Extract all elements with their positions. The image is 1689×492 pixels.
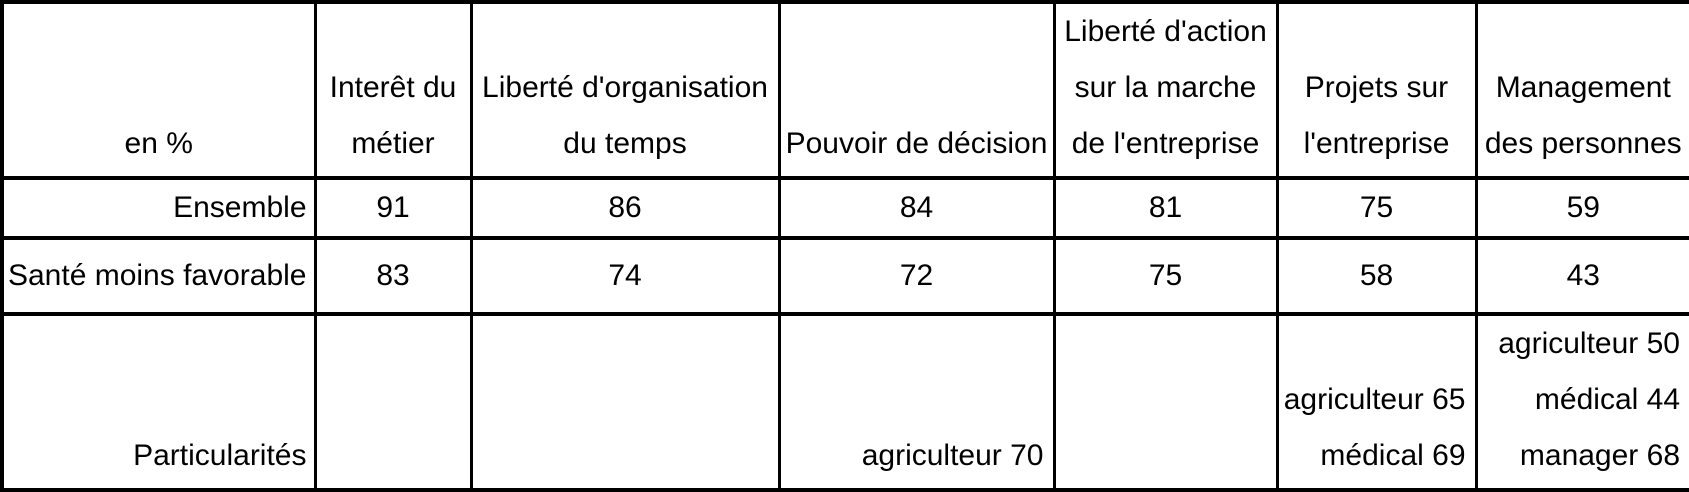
particularite-line: agriculteur 50 xyxy=(1478,316,1681,372)
header-cell-liberte-action xyxy=(1054,2,1277,178)
header-line: Liberté d'action xyxy=(1056,4,1276,60)
unit-label: en % xyxy=(4,116,314,172)
header-line: l'entreprise xyxy=(1279,116,1475,172)
value-cell: 74 xyxy=(471,238,779,314)
particularite-line: médical 44 xyxy=(1478,372,1681,428)
row-label-ensemble: Ensemble xyxy=(2,178,315,238)
header-line: Management xyxy=(1478,60,1689,116)
value-cell: 43 xyxy=(1476,238,1689,314)
particularites-cell-empty xyxy=(315,314,471,490)
row-label-particularites: Particularités xyxy=(2,314,315,490)
header-cell-management-personnes xyxy=(1476,2,1689,178)
header-line: métier xyxy=(317,116,470,172)
header-line: de l'entreprise xyxy=(1056,116,1276,172)
particularite-line: médical 69 xyxy=(1279,428,1466,484)
particularites-cell-projets xyxy=(1277,314,1476,490)
value-cell: 81 xyxy=(1054,178,1277,238)
header-line: des personnes xyxy=(1478,116,1689,172)
header-cell-pouvoir-decision xyxy=(779,2,1054,178)
particularites-cell-empty xyxy=(471,314,779,490)
header-line: Liberté d'organisation xyxy=(473,60,778,116)
particularite-line: manager 68 xyxy=(1478,428,1681,484)
value-cell: 58 xyxy=(1277,238,1476,314)
value-cell: 86 xyxy=(471,178,779,238)
particularites-cell-pouvoir xyxy=(779,314,1054,490)
value-cell: 75 xyxy=(1054,238,1277,314)
unit-label-cell xyxy=(2,2,315,178)
particularite-line: agriculteur 70 xyxy=(781,428,1044,484)
table-row-ensemble xyxy=(2,178,1689,238)
header-cell-interet-metier xyxy=(315,2,471,178)
value-cell: 83 xyxy=(315,238,471,314)
value-cell: 91 xyxy=(315,178,471,238)
value-cell: 75 xyxy=(1277,178,1476,238)
header-row xyxy=(2,2,1689,178)
particularites-cell-empty xyxy=(1054,314,1277,490)
value-cell: 59 xyxy=(1476,178,1689,238)
header-line: du temps xyxy=(473,116,778,172)
header-line: Interêt du xyxy=(317,60,470,116)
value-cell: 72 xyxy=(779,238,1054,314)
table-row-sante-moins-favorable xyxy=(2,238,1689,314)
value-cell: 84 xyxy=(779,178,1054,238)
header-cell-liberte-organisation xyxy=(471,2,779,178)
particularites-cell-management xyxy=(1476,314,1689,490)
header-line: Pouvoir de décision xyxy=(781,116,1053,172)
row-label-sante-moins-favorable: Santé moins favorable xyxy=(2,238,315,314)
header-line: sur la marche xyxy=(1056,60,1276,116)
particularite-line: agriculteur 65 xyxy=(1279,372,1466,428)
header-cell-projets-entreprise xyxy=(1277,2,1476,178)
header-line: Projets sur xyxy=(1279,60,1475,116)
table-row-particularites xyxy=(2,314,1689,490)
